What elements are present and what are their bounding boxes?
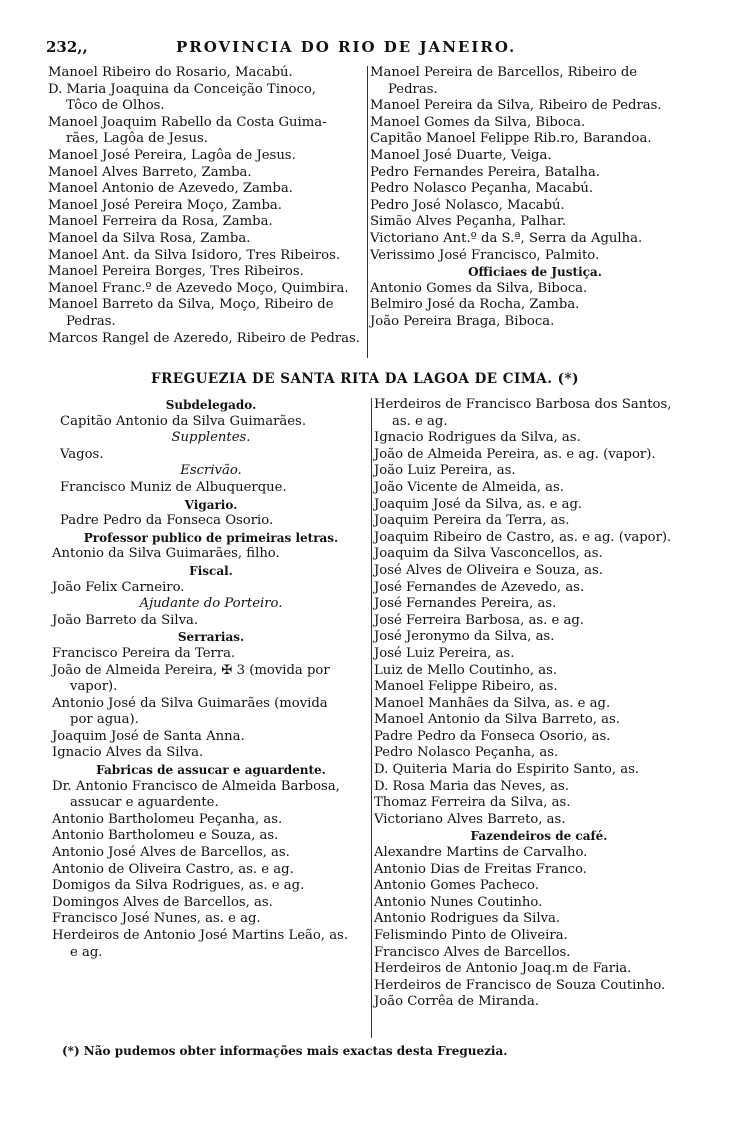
list-item: Ignacio Rodrigues da Silva, as.: [374, 430, 581, 446]
list-item: Antonio Gomes Pacheco.: [374, 878, 539, 894]
section-heading: Escrivão.: [180, 463, 242, 479]
list-item: Joaquim Pereira da Terra, as.: [374, 513, 570, 529]
list-item: Joaquim da Silva Vasconcellos, as.: [374, 546, 603, 562]
list-item: João Corrêa de Miranda.: [374, 994, 540, 1010]
list-item: Manoel Antonio de Azevedo, Zamba.: [48, 181, 293, 197]
list-item: Herdeiros de Antonio José Martins Leão, as.: [52, 928, 349, 943]
list-item: Manoel Franc.º de Azevedo Moço, Quimbira.: [48, 280, 349, 296]
list-item: José Ferreira Barbosa, as. e ag.: [374, 612, 584, 628]
list-item: Antonio Gomes da Silva, Biboca.: [370, 280, 588, 296]
section-heading: Fiscal.: [189, 563, 233, 578]
list-item: Manoel Manhães da Silva, as. e ag.: [374, 695, 611, 711]
list-item: Pedras.: [66, 313, 116, 329]
section-heading: Serrarias.: [177, 630, 245, 645]
section-heading: Vigario.: [184, 497, 238, 512]
list-item: Herdeiros de Antonio Joaq.m de Faria.: [374, 961, 632, 977]
list-item: D. Quiteria Maria do Espirito Santo, as.: [374, 762, 640, 778]
list-item: Marcos Rangel de Azeredo, Ribeiro de Pedras.: [48, 330, 360, 346]
list-item: Manoel Ant. da Silva Isidoro, Tres Ribeiros.: [48, 247, 341, 263]
list-item: Antonio José Alves de Barcellos, as.: [52, 845, 290, 861]
list-item: rães, Lagôa de Jesus.: [66, 131, 208, 147]
list-item: Pedras.: [388, 81, 438, 97]
section-heading: Ajudante do Porteiro.: [139, 596, 283, 612]
list-item: Francisco Muniz de Albuquerque.: [60, 479, 287, 495]
list-item: Francisco Pereira da Terra.: [52, 645, 236, 661]
list-item: D. Rosa Maria das Neves, as.: [374, 778, 569, 794]
section-heading: Supplentes.: [171, 430, 251, 446]
list-item: Joaquim José da Silva, as. e ag.: [374, 496, 583, 512]
list-item: por agua).: [70, 712, 139, 728]
list-item: Joaquim José de Santa Anna.: [52, 728, 245, 744]
list-item: Manoel Pereira Borges, Tres Ribeiros.: [48, 264, 304, 280]
list-item: assucar e aguardente.: [70, 795, 219, 811]
page-number: 232,,: [46, 38, 88, 56]
list-item: Victoriano Alves Barreto, as.: [374, 811, 566, 827]
list-item: Vagos.: [60, 446, 104, 462]
list-item: as. e ag.: [392, 413, 448, 429]
list-item: Manoel Alves Barreto, Zamba.: [48, 164, 252, 180]
list-item: Victoriano Ant.º da S.ª, Serra da Agulha.: [370, 230, 643, 246]
list-item: Antonio da Silva Guimarães, filho.: [52, 546, 280, 562]
list-item: Simão Alves Peçanha, Palhar.: [370, 214, 567, 230]
list-item: Manoel José Pereira Moço, Zamba.: [48, 197, 282, 213]
list-item: vapor).: [70, 679, 118, 695]
bottom-right-column: [374, 397, 704, 1011]
list-item: Domingos Alves de Barcellos, as.: [52, 894, 273, 910]
list-item: José Jeronymo da Silva, as.: [374, 629, 555, 645]
list-item: Padre Pedro da Fonseca Osorio, as.: [374, 728, 611, 744]
list-item: João Pereira Braga, Biboca.: [370, 313, 555, 329]
list-item: João de Almeida Pereira, as. e ag. (vapor).: [374, 446, 656, 462]
list-item: Antonio José da Silva Guimarães (movida: [52, 695, 328, 711]
list-item: Manoel Pereira da Silva, Ribeiro de Pedras.: [370, 98, 662, 114]
list-item: Joaquim Ribeiro de Castro, as. e ag. (vapor).: [374, 529, 672, 545]
list-item: João Vicente de Almeida, as.: [374, 479, 564, 495]
list-item: Manoel José Duarte, Veiga.: [370, 147, 552, 163]
list-item: D. Maria Joaquina da Conceição Tinoco,: [48, 81, 316, 97]
list-item: Ignacio Alves da Silva.: [52, 745, 204, 761]
list-item: Antonio Rodrigues da Silva.: [374, 911, 561, 927]
list-item: Padre Pedro da Fonseca Osorio.: [60, 513, 274, 529]
list-item: Manoel Ferreira da Rosa, Zamba.: [48, 214, 273, 230]
list-item: José Fernandes Pereira, as.: [374, 596, 557, 612]
list-item: Pedro José Nolasco, Macabú.: [370, 197, 565, 213]
list-item: José Alves de Oliveira e Souza, as.: [374, 562, 603, 578]
list-item: José Fernandes de Azevedo, as.: [374, 579, 585, 595]
list-item: Manoel Gomes da Silva, Biboca.: [370, 114, 586, 130]
section-heading: Fabricas de assucar e aguardente.: [96, 763, 326, 778]
list-item: Herdeiros de Francisco de Souza Coutinho.: [374, 977, 666, 993]
list-item: Pedro Fernandes Pereira, Batalha.: [370, 164, 600, 180]
list-item: Capitão Antonio da Silva Guimarães.: [60, 413, 307, 429]
list-item: Manoel José Pereira, Lagôa de Jesus.: [48, 147, 296, 163]
list-item: Antonio de Oliveira Castro, as. e ag.: [52, 861, 294, 877]
list-item: Felismindo Pinto de Oliveira.: [374, 928, 568, 943]
section-heading: Professor publico de primeiras letras.: [83, 530, 339, 545]
bottom-left-column: [52, 397, 370, 961]
section-heading: Fazendeiros de café.: [470, 829, 608, 844]
list-item: João Luiz Pereira, as.: [374, 463, 516, 479]
list-item: Tôco de Olhos.: [66, 98, 165, 114]
list-item: Manoel Barreto da Silva, Moço, Ribeiro de: [48, 297, 334, 313]
list-item: Herdeiros de Francisco Barbosa dos Santos,: [374, 397, 672, 412]
list-item: Thomaz Ferreira da Silva, as.: [374, 795, 571, 811]
section-title: FREGUEZIA DE SANTA RITA DA LAGOA DE CIMA. (*): [150, 371, 579, 387]
list-item: e ag.: [70, 944, 103, 960]
list-item: Manoel Pereira de Barcellos, Ribeiro de: [370, 65, 638, 80]
list-item: Antonio Bartholomeu Peçanha, as.: [52, 811, 283, 827]
column-divider: [367, 66, 368, 358]
footnote: (*) Não pudemos obter informações mais exactas desta Freguezia.: [62, 1044, 508, 1058]
top-left-column: [48, 65, 366, 347]
list-item: Belmiro José da Rocha, Zamba.: [370, 297, 580, 313]
list-item: Luiz de Mello Coutinho, as.: [374, 662, 558, 678]
list-item: Manoel Felippe Ribeiro, as.: [374, 679, 558, 695]
list-item: João de Almeida Pereira, ✠ 3 (movida por: [52, 662, 330, 678]
list-item: Antonio Bartholomeu e Souza, as.: [52, 828, 279, 844]
column-divider: [371, 398, 372, 1038]
list-item: Alexandre Martins de Carvalho.: [374, 845, 588, 861]
list-item: João Felix Carneiro.: [52, 579, 185, 595]
list-item: Pedro Nolasco Peçanha, as.: [374, 745, 559, 761]
list-item: Domigos da Silva Rodrigues, as. e ag.: [52, 878, 305, 894]
list-item: Capitão Manoel Felippe Rib.ro, Barandoa.: [370, 131, 652, 147]
list-item: João Barreto da Silva.: [52, 612, 199, 628]
list-item: Manoel da Silva Rosa, Zamba.: [48, 230, 251, 246]
list-item: Manoel Joaquim Rabello da Costa Guima-: [48, 114, 327, 130]
section-heading: Subdelegado.: [165, 398, 257, 412]
list-item: Dr. Antonio Francisco de Almeida Barbosa,: [52, 778, 340, 794]
list-item: José Luiz Pereira, as.: [374, 645, 515, 661]
list-item: Francisco Alves de Barcellos.: [374, 944, 571, 960]
list-item: Antonio Nunes Coutinho.: [374, 894, 543, 910]
section-heading: Officiaes de Justiça.: [468, 265, 602, 280]
list-item: Manoel Ribeiro do Rosario, Macabú.: [48, 65, 293, 80]
list-item: Manoel Antonio da Silva Barreto, as.: [374, 712, 620, 728]
running-title: PROVINCIA DO RIO DE JANEIRO.: [176, 38, 517, 56]
page-header: [46, 38, 696, 60]
list-item: Verissimo José Francisco, Palmito.: [370, 247, 600, 263]
list-item: Antonio Dias de Freitas Franco.: [374, 861, 587, 877]
list-item: Pedro Nolasco Peçanha, Macabú.: [370, 181, 594, 197]
top-right-column: [370, 65, 700, 331]
list-item: Francisco José Nunes, as. e ag.: [52, 911, 261, 927]
